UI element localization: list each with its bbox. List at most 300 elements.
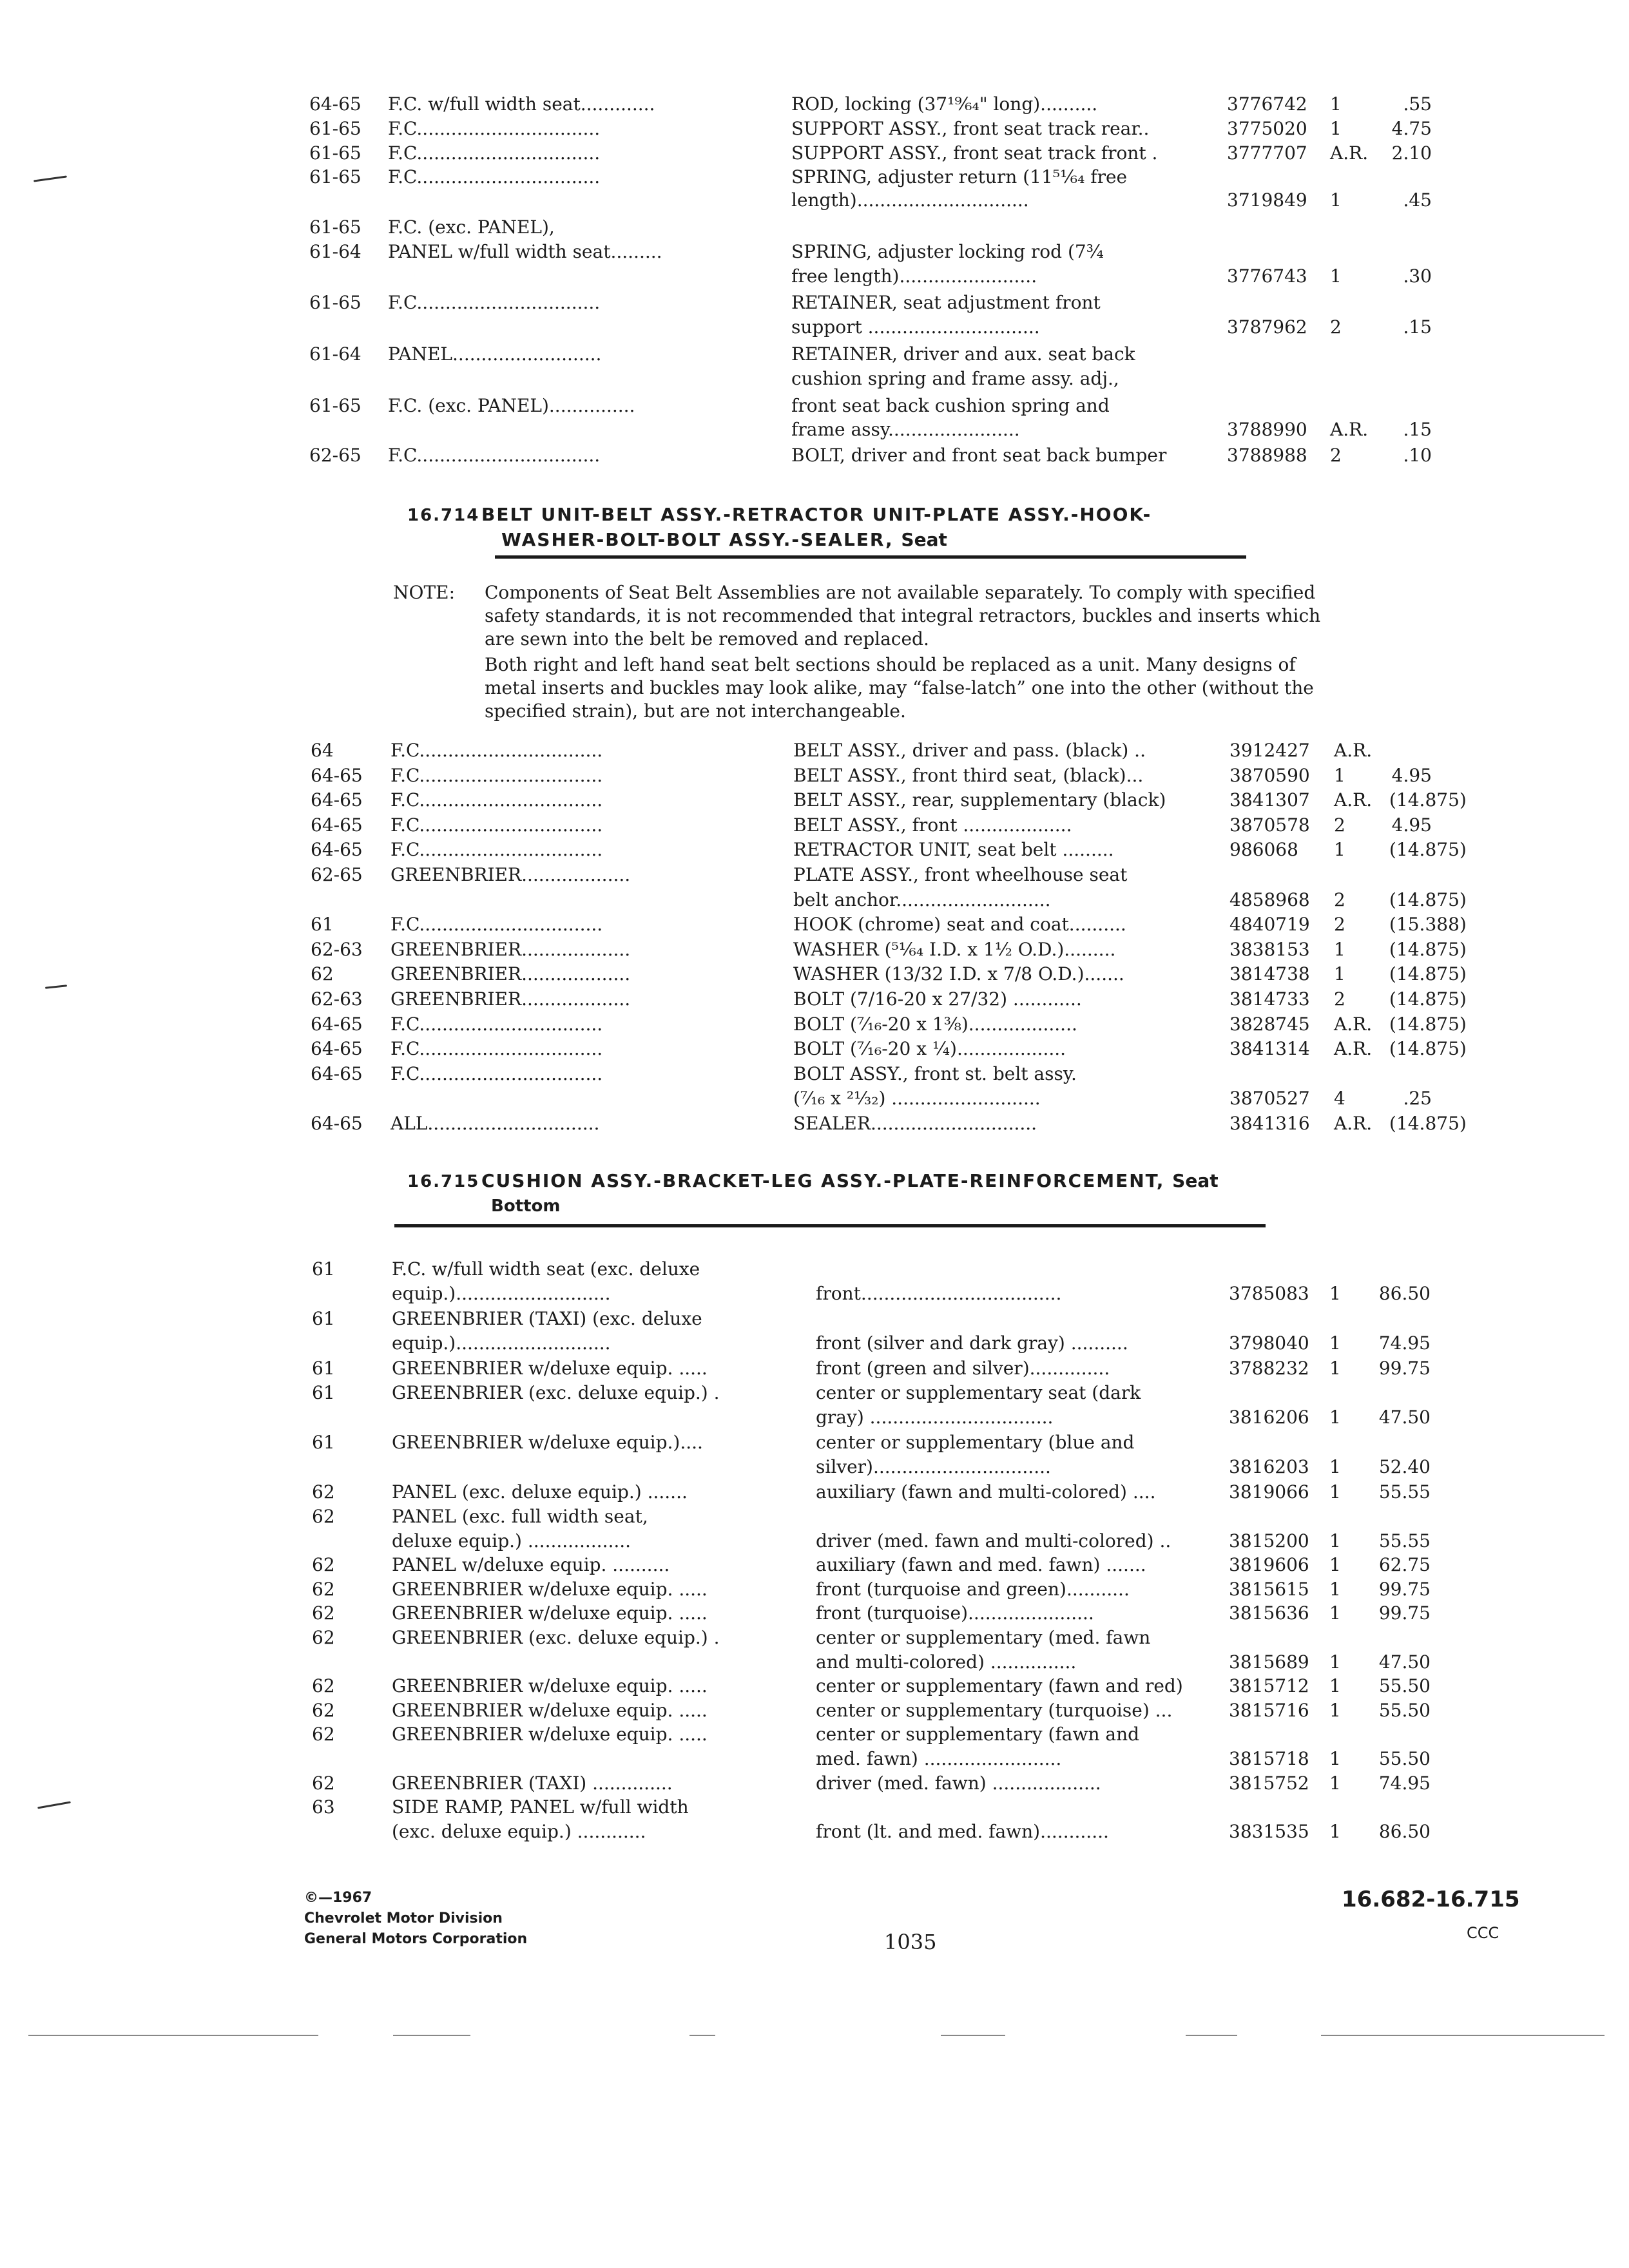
table-row (0, 1036, 1629, 1062)
model-years: 62 (312, 1554, 335, 1576)
model-years: 62 (312, 1724, 335, 1745)
part-description: frame assy....................... (791, 419, 1020, 441)
price: 99.75 (1378, 1578, 1431, 1600)
part-description: BELT ASSY., driver and pass. (black) .. (793, 740, 1146, 761)
model-years: 61-64 (309, 240, 361, 262)
application: GREENBRIER w/deluxe equip. ..... (392, 1699, 708, 1721)
part-description: BELT ASSY., rear, supplementary (black) (793, 789, 1166, 811)
part-description: med. fawn) ........................ (816, 1748, 1062, 1769)
table-row (0, 1528, 1629, 1554)
price: 86.50 (1378, 1282, 1431, 1304)
price: 74.95 (1378, 1772, 1431, 1794)
application: GREENBRIER................... (390, 988, 631, 1010)
quantity: 1 (1329, 1675, 1341, 1697)
quantity: 1 (1329, 1748, 1341, 1769)
application: GREENBRIER................... (390, 963, 631, 985)
footer-publisher (304, 1888, 527, 1950)
table-row (0, 1281, 1629, 1307)
price: 62.75 (1378, 1554, 1431, 1576)
table-row (0, 763, 1629, 789)
part-number: 3775020 (1227, 117, 1307, 139)
quantity: 1 (1329, 1554, 1341, 1576)
part-number: 3816203 (1229, 1456, 1309, 1477)
application: GREENBRIER (TAXI) .............. (392, 1772, 673, 1794)
part-number: 3912427 (1229, 740, 1310, 761)
part-number: 3787962 (1227, 316, 1307, 338)
model-years: 64-65 (311, 1113, 363, 1134)
price: 4.75 (1391, 117, 1432, 139)
price: 55.55 (1378, 1481, 1431, 1503)
part-description: auxiliary (fawn and med. fawn) ....... (816, 1554, 1146, 1576)
part-description: front (silver and dark gray) .......... (816, 1332, 1128, 1354)
part-number: 3788232 (1229, 1358, 1309, 1379)
price: .15 (1403, 316, 1432, 338)
table-row (0, 1430, 1629, 1456)
quantity: 2 (1334, 988, 1345, 1010)
quantity: 1 (1329, 1578, 1341, 1600)
part-number: 3841314 (1229, 1038, 1310, 1060)
table-row (0, 314, 1629, 340)
price: (14.875) (1389, 889, 1467, 910)
price: .15 (1403, 419, 1432, 441)
table-row (0, 393, 1629, 419)
part-number: 3828745 (1229, 1013, 1310, 1035)
part-number: 3815200 (1229, 1530, 1309, 1552)
application: F.C................................ (390, 1038, 603, 1060)
part-number: 3814733 (1229, 988, 1310, 1010)
model-years: 61-65 (309, 142, 361, 164)
quantity: 1 (1334, 764, 1345, 786)
application: F.C................................ (388, 445, 601, 466)
quantity: A.R. (1330, 419, 1369, 441)
part-description: center or supplementary (blue and (816, 1432, 1135, 1454)
section-number: 16.714 (407, 506, 480, 525)
table-row (0, 91, 1629, 117)
table-row (0, 1331, 1629, 1356)
application: F.C................................ (390, 764, 603, 786)
section-heading-16-715 (407, 1169, 1219, 1218)
section-title-line2: WASHER-BOLT-BOLT ASSY.-SEALER, (501, 529, 894, 550)
model-years: 64-65 (311, 839, 363, 861)
part-description: WASHER (⁵¹⁄₆₄ I.D. x 1½ O.D.)......... (793, 938, 1116, 960)
model-years: 62 (312, 1481, 335, 1503)
application: PANEL w/deluxe equip. .......... (392, 1554, 670, 1576)
part-number: 3788990 (1227, 419, 1307, 441)
application: equip.)........................... (392, 1332, 611, 1354)
table-row (0, 1405, 1629, 1430)
price: 99.75 (1378, 1602, 1431, 1624)
part-number: 3815636 (1229, 1602, 1309, 1624)
part-number: 3838153 (1229, 938, 1310, 960)
part-description: driver (med. fawn and multi-colored) .. (816, 1530, 1171, 1552)
table-row (0, 443, 1629, 468)
application: PANEL.......................... (388, 343, 602, 365)
scan-edge-line (941, 2035, 1005, 2036)
part-description: BOLT (⁷⁄₁₆-20 x ¼)................... (793, 1038, 1066, 1060)
table-row (0, 1625, 1629, 1651)
application: GREENBRIER w/deluxe equip. ..... (392, 1358, 708, 1379)
quantity: 1 (1329, 1481, 1341, 1503)
quantity: 2 (1334, 814, 1345, 836)
application: PANEL (exc. deluxe equip.) ....... (392, 1481, 688, 1503)
price: (14.875) (1389, 938, 1467, 960)
part-number: 3819066 (1229, 1481, 1309, 1503)
application: GREENBRIER w/deluxe equip. ..... (392, 1675, 708, 1697)
table-row (0, 1552, 1629, 1578)
part-number: 3815752 (1229, 1772, 1309, 1794)
model-years: 62-63 (311, 988, 363, 1010)
table-row (0, 961, 1629, 987)
page-number: 1035 (884, 1930, 937, 1954)
model-years: 61-65 (309, 394, 361, 416)
application: F.C................................ (388, 142, 601, 164)
application: deluxe equip.) .................. (392, 1530, 631, 1552)
section-title-line2: Bottom (491, 1196, 561, 1216)
part-number: 4858968 (1229, 889, 1310, 910)
table-row (0, 239, 1629, 265)
part-description: ROD, locking (37¹⁹⁄₆₄" long).......... (791, 93, 1098, 115)
table-row (0, 837, 1629, 863)
quantity: 1 (1330, 189, 1342, 211)
price: 47.50 (1378, 1406, 1431, 1428)
model-years: 64-65 (311, 1062, 363, 1084)
application: PANEL (exc. full width seat, (392, 1506, 648, 1527)
part-description: front (turquoise and green)........... (816, 1578, 1130, 1600)
part-number: 986068 (1229, 839, 1298, 861)
quantity: 2 (1334, 889, 1345, 910)
price: 55.50 (1378, 1699, 1431, 1721)
table-row (0, 1356, 1629, 1381)
part-number: 3841307 (1229, 789, 1310, 811)
quantity: A.R. (1330, 142, 1369, 164)
table-row (0, 1600, 1629, 1626)
model-years: 61 (311, 914, 334, 936)
quantity: 1 (1330, 93, 1342, 115)
part-description: (⁷⁄₁₆ x ²¹⁄₃₂) .......................... (793, 1088, 1041, 1110)
application: (exc. deluxe equip.) ............ (392, 1820, 646, 1842)
quantity: A.R. (1334, 1038, 1373, 1060)
application: GREENBRIER w/deluxe equip. ..... (392, 1578, 708, 1600)
price: (15.388) (1389, 914, 1467, 936)
table-row (0, 812, 1629, 838)
application: GREENBRIER w/deluxe equip. ..... (392, 1724, 708, 1745)
application: GREENBRIER................... (390, 938, 631, 960)
scan-edge-line (689, 2035, 715, 2036)
part-number: 3719849 (1227, 189, 1307, 211)
table-row (0, 1479, 1629, 1505)
model-years: 62 (312, 1772, 335, 1794)
part-description: PLATE ASSY., front wheelhouse seat (793, 864, 1128, 885)
price: (14.875) (1389, 963, 1467, 985)
table-row (0, 738, 1629, 764)
model-years: 61-64 (309, 343, 361, 365)
quantity: 1 (1329, 1602, 1341, 1624)
section-range: 16.682-16.715 (1342, 1887, 1520, 1912)
part-description: front (turquoise)...................... (816, 1602, 1094, 1624)
price: .10 (1403, 445, 1432, 466)
section-title-line1: CUSHION ASSY.-BRACKET-LEG ASSY.-PLATE-REINFORCEMENT, (481, 1170, 1165, 1191)
application: F.C................................ (390, 839, 603, 861)
price: 55.50 (1378, 1675, 1431, 1697)
part-number: 3870527 (1229, 1088, 1310, 1110)
table-row (0, 1722, 1629, 1747)
note-paragraph-2: Both right and left hand seat belt sections should be replaced as a unit. Many designs of metal inserts and buckles may look alike, may “false-latch” one into the other (without the specified strain), but are not interchangeable. (485, 654, 1314, 722)
part-description: BELT ASSY., front third seat, (black)... (793, 764, 1144, 786)
price: 55.55 (1378, 1530, 1431, 1552)
table-row (0, 862, 1629, 888)
note-label: NOTE: (393, 582, 456, 603)
application: GREENBRIER (TAXI) (exc. deluxe (392, 1308, 702, 1330)
section-rule (495, 555, 1246, 559)
model-years: 61 (312, 1358, 335, 1379)
price: .30 (1403, 265, 1432, 287)
model-years: 64-65 (311, 814, 363, 836)
table-row (0, 341, 1629, 367)
corporation: General Motors Corporation (304, 1931, 528, 1947)
model-years: 61-65 (309, 117, 361, 139)
section-title-suffix: Seat (901, 529, 947, 550)
part-description: center or supplementary seat (dark (816, 1382, 1141, 1403)
section-rule (394, 1224, 1266, 1227)
price: .25 (1403, 1088, 1432, 1110)
copyright: ©—1967 (304, 1890, 372, 1906)
section-title-suffix: Seat (1172, 1170, 1219, 1191)
part-description: length).............................. (791, 189, 1029, 211)
quantity: 1 (1329, 1699, 1341, 1721)
table-row (0, 1673, 1629, 1699)
scan-edge-line (1186, 2035, 1237, 2036)
table-row (0, 366, 1629, 392)
price: 47.50 (1378, 1651, 1431, 1673)
table-row (0, 1698, 1629, 1724)
part-description: RETAINER, driver and aux. seat back (791, 343, 1135, 365)
table-row (0, 912, 1629, 937)
model-years: 63 (312, 1796, 335, 1818)
application: GREENBRIER w/deluxe equip.).... (392, 1432, 703, 1454)
price: 2.10 (1391, 142, 1432, 164)
note-paragraph-1: Components of Seat Belt Assemblies are not available separately. To comply with specified safety standards, it is not recommended that integral retractors, buckles and inserts which are sewn into the belt be removed and replaced. (485, 582, 1321, 649)
table-row (0, 1649, 1629, 1675)
quantity: 4 (1334, 1088, 1345, 1110)
part-number: 3814738 (1229, 963, 1310, 985)
application: GREENBRIER w/deluxe equip. ..... (392, 1602, 708, 1624)
part-description: SEALER............................. (793, 1113, 1037, 1134)
application: F.C. w/full width seat (exc. deluxe (392, 1258, 700, 1280)
part-number: 3776742 (1227, 93, 1307, 115)
quantity: A.R. (1334, 740, 1373, 761)
quantity: 2 (1330, 316, 1342, 338)
quantity: 1 (1334, 839, 1345, 861)
application: equip.)........................... (392, 1282, 611, 1304)
model-years: 61 (312, 1432, 335, 1454)
table-row (0, 1012, 1629, 1037)
model-years: 62 (311, 963, 334, 985)
price: 74.95 (1378, 1332, 1431, 1354)
quantity: A.R. (1334, 1013, 1373, 1035)
model-years: 64-65 (311, 1038, 363, 1060)
application: F.C................................ (390, 814, 603, 836)
application: F.C................................ (390, 1013, 603, 1035)
quantity: 1 (1329, 1406, 1341, 1428)
table-row (0, 1061, 1629, 1087)
table-row (0, 264, 1629, 289)
model-years: 62 (312, 1602, 335, 1624)
application: F.C................................ (390, 740, 603, 761)
part-description: SPRING, adjuster return (11⁵¹⁄₆₄ free (791, 166, 1128, 188)
part-number: 3815716 (1229, 1699, 1309, 1721)
scan-edge-line (1321, 2035, 1605, 2036)
price: 4.95 (1391, 764, 1432, 786)
part-number: 3816206 (1229, 1406, 1309, 1428)
application: SIDE RAMP, PANEL w/full width (392, 1796, 689, 1818)
part-number: 3831535 (1229, 1820, 1309, 1842)
part-description: front................................... (816, 1282, 1062, 1304)
price: 86.50 (1378, 1820, 1431, 1842)
part-description: belt anchor........................... (793, 889, 1051, 910)
table-row (0, 215, 1629, 240)
table-row (0, 1504, 1629, 1530)
part-description: center or supplementary (fawn and red) (816, 1675, 1183, 1697)
quantity: 1 (1334, 963, 1345, 985)
part-description: front (lt. and med. fawn)............ (816, 1820, 1109, 1842)
quantity: 2 (1330, 445, 1342, 466)
price: .55 (1403, 93, 1432, 115)
section-heading-16-714 (407, 503, 1152, 552)
table-row (0, 1746, 1629, 1772)
quantity: 1 (1329, 1772, 1341, 1794)
part-number: 3815718 (1229, 1748, 1309, 1769)
part-description: silver)............................... (816, 1456, 1051, 1477)
table-row (0, 164, 1629, 190)
table-row (0, 1454, 1629, 1480)
quantity: A.R. (1334, 1113, 1373, 1134)
part-description: free length)........................ (791, 265, 1037, 287)
application: F.C. w/full width seat............. (388, 93, 655, 115)
model-years: 64-65 (311, 1013, 363, 1035)
price: (14.875) (1389, 1113, 1467, 1134)
part-number: 3815712 (1229, 1675, 1309, 1697)
part-description: center or supplementary (med. fawn (816, 1627, 1151, 1648)
part-description: gray) ................................ (816, 1406, 1054, 1428)
table-row (0, 1256, 1629, 1282)
part-description: support .............................. (791, 316, 1040, 338)
quantity: 1 (1329, 1820, 1341, 1842)
part-description: driver (med. fawn) ................... (816, 1772, 1101, 1794)
quantity: 1 (1330, 117, 1342, 139)
part-description: center or supplementary (fawn and (816, 1724, 1140, 1745)
part-description: BOLT, driver and front seat back bumper (791, 445, 1167, 466)
application: F.C. (exc. PANEL)............... (388, 394, 635, 416)
application: GREENBRIER................... (390, 864, 631, 885)
model-years: 64-65 (309, 93, 361, 115)
part-description: BOLT ASSY., front st. belt assy. (793, 1062, 1077, 1084)
model-years: 62-63 (311, 938, 363, 960)
part-description: and multi-colored) ............... (816, 1651, 1077, 1673)
application: F.C................................ (388, 292, 601, 314)
table-row (0, 417, 1629, 443)
table-row (0, 290, 1629, 316)
price: 4.95 (1391, 814, 1432, 836)
part-number: 3870590 (1229, 764, 1310, 786)
price: 55.50 (1378, 1748, 1431, 1769)
part-description: cushion spring and frame assy. adj., (791, 367, 1119, 389)
part-number: 3841316 (1229, 1113, 1310, 1134)
section-number: 16.715 (407, 1172, 480, 1191)
table-row (0, 937, 1629, 963)
part-description: SPRING, adjuster locking rod (7¾ (791, 240, 1104, 262)
table-row (0, 887, 1629, 913)
price: (14.875) (1389, 1013, 1467, 1035)
price: (14.875) (1389, 789, 1467, 811)
quantity: 1 (1329, 1530, 1341, 1552)
application: F.C................................ (390, 1062, 603, 1084)
application: ALL.............................. (390, 1113, 600, 1134)
table-row (0, 1771, 1629, 1796)
part-number: 3819606 (1229, 1554, 1309, 1576)
model-years: 62 (312, 1675, 335, 1697)
model-years: 62 (312, 1506, 335, 1527)
price: (14.875) (1389, 1038, 1467, 1060)
part-number: 3798040 (1229, 1332, 1309, 1354)
table-row (0, 140, 1629, 166)
table-row (0, 787, 1629, 813)
table-row (0, 1086, 1629, 1111)
part-number: 4840719 (1229, 914, 1310, 936)
price: .45 (1403, 189, 1432, 211)
model-years: 61 (312, 1308, 335, 1330)
model-years: 61-65 (309, 166, 361, 188)
quantity: 1 (1329, 1282, 1341, 1304)
price: (14.875) (1389, 988, 1467, 1010)
application: F.C................................ (390, 789, 603, 811)
part-description: SUPPORT ASSY., front seat track rear.. (791, 117, 1150, 139)
part-description: BELT ASSY., front ................... (793, 814, 1072, 836)
part-number: 3776743 (1227, 265, 1307, 287)
scan-edge-line (393, 2035, 470, 2036)
catalog-tag: CCC (1467, 1924, 1499, 1942)
model-years: 62-65 (309, 445, 361, 466)
application: F.C................................ (388, 166, 601, 188)
quantity: 1 (1329, 1456, 1341, 1477)
model-years: 61-65 (309, 216, 361, 238)
part-number: 3870578 (1229, 814, 1310, 836)
table-row (0, 1306, 1629, 1332)
model-years: 62 (312, 1699, 335, 1721)
table-row (0, 1111, 1629, 1137)
model-years: 64-65 (311, 764, 363, 786)
part-description: RETRACTOR UNIT, seat belt ......... (793, 839, 1114, 861)
part-description: HOOK (chrome) seat and coat.......... (793, 914, 1126, 936)
model-years: 61 (312, 1382, 335, 1403)
part-description: front seat back cushion spring and (791, 394, 1110, 416)
table-row (0, 1577, 1629, 1602)
application: F.C................................ (388, 117, 601, 139)
part-number: 3788988 (1227, 445, 1307, 466)
application: F.C................................ (390, 914, 603, 936)
quantity: 1 (1334, 938, 1345, 960)
section-title-line1: BELT UNIT-BELT ASSY.-RETRACTOR UNIT-PLATE ASSY.-HOOK- (481, 504, 1152, 525)
part-description: front (green and silver).............. (816, 1358, 1110, 1379)
part-description: center or supplementary (turquoise) ... (816, 1699, 1173, 1721)
quantity: A.R. (1334, 789, 1373, 811)
quantity: 2 (1334, 914, 1345, 936)
part-description: SUPPORT ASSY., front seat track front . (791, 142, 1158, 164)
application: GREENBRIER (exc. deluxe equip.) . (392, 1627, 720, 1648)
table-row (0, 1380, 1629, 1406)
scan-edge-line (28, 2035, 318, 2036)
quantity: 1 (1330, 265, 1342, 287)
division: Chevrolet Motor Division (304, 1910, 503, 1927)
